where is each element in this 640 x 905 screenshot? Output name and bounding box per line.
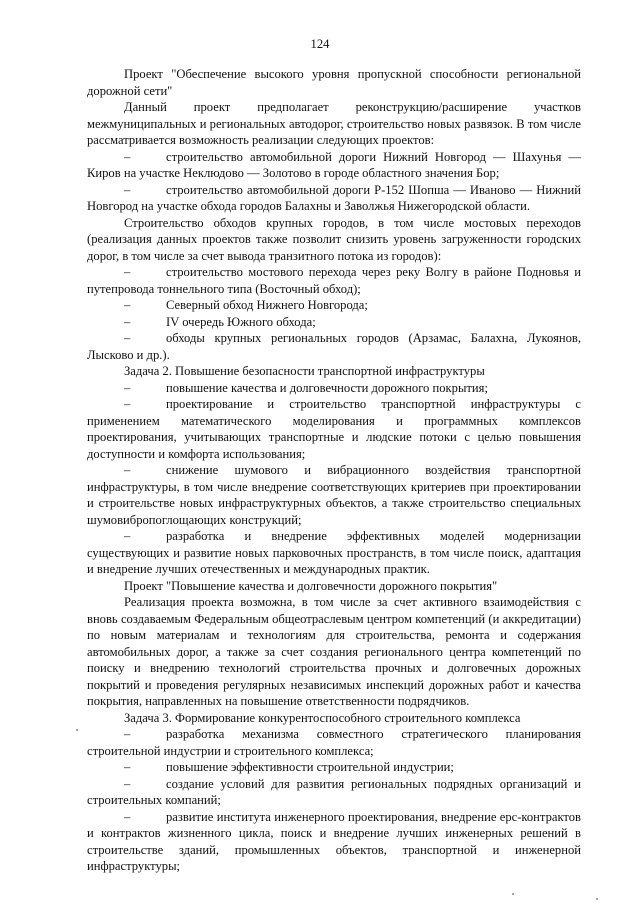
paragraph-project-title: Проект "Повышение качества и долговечности дорожного покрытия" [124, 578, 498, 593]
list-item [87, 182, 581, 215]
list-item [87, 297, 581, 314]
paragraph-task-heading: Задача 2. Повышение безопасности транспортной инфраструктуры [124, 364, 485, 378]
list-dash: – [124, 298, 131, 312]
list-dash: – [124, 776, 131, 791]
list-item [87, 314, 581, 331]
scan-speck [512, 893, 514, 895]
list-item [87, 528, 581, 578]
list-item-text: Северный обход Нижнего Новгорода; [166, 298, 368, 312]
list-dash: – [124, 331, 131, 345]
list-item-text: строительство мостового перехода через реку Волгу в районе Подновья и путепровода тоннельного типа (Восточный обход); [87, 265, 581, 296]
list-item [87, 759, 581, 776]
list-dash: – [124, 529, 131, 543]
paragraph: Реализация проекта возможна, в том числе за счет активного взаимодействия с вновь создаваемым Федеральным общеотраслевым центром компетенций (и аккредитации) по новым материалам и технологиям для строительства, ремонта и содержания автомобильных дорог, а также за счет создания регионального центра компетенций по поиску и внедрению технологий строительства прочных и долговечных дорожных покрытий и проведения регулярных независимых инспекций дорожных работ и качества покрытия, направленных на повышение ответственности подрядчиков. [87, 595, 581, 708]
list-item-text: строительство автомобильной дороги Р-152 Шопша — Иваново — Нижний Новгород на участке обхода городов Балахны и Заволжья Нижегородской области. [87, 182, 581, 213]
list-item [87, 264, 581, 297]
list-item-text: снижение шумового и вибрационного воздействия транспортной инфраструктуры, в том числе внедрение соответствующих критериев при проектировании и строительстве новых инфраструктурных объектов, а также строительство специальных шумовибропоглощающих конструкций; [87, 463, 581, 527]
list-dash: – [124, 809, 131, 824]
list-item [87, 726, 581, 759]
scan-speck [76, 729, 78, 731]
list-item [87, 330, 581, 363]
list-item-text: строительство автомобильной дороги Нижний Новгород — Шахунья — Киров на участке Неклюдово — Золотово в городе областного значения Бор; [87, 149, 581, 180]
list-item-text: разработка и внедрение эффективных моделей модернизации существующих и развитие новых парковочных пространств, в том числе поиск, адаптация и внедрение лучших отечественных и международных практик. [87, 529, 581, 576]
list-item-text: создание условий для развития региональных подрядных организаций и строительных компаний; [87, 776, 581, 807]
list-dash: – [124, 314, 131, 329]
list-dash: – [124, 463, 131, 477]
page-number: 124 [310, 37, 330, 51]
list-dash: – [124, 149, 131, 164]
list-item [87, 396, 581, 462]
list-dash: – [124, 182, 131, 197]
list-dash: – [124, 397, 131, 411]
paragraph: Данный проект предполагает реконструкцию/расширение участков межмуниципальных и региональных автодорог, строительство новых развязок. В том числе рассматривается возможность реализации следующих проектов: [87, 100, 581, 147]
document-body [87, 66, 581, 875]
list-item [87, 380, 581, 397]
list-dash: – [124, 727, 131, 741]
list-item [87, 809, 581, 875]
list-item-text: разработка механизма совместного стратегического планирования строительной индустрии и строительного комплекса; [87, 727, 581, 758]
list-item [87, 776, 581, 809]
list-dash: – [124, 265, 131, 279]
list-item [87, 462, 581, 528]
list-dash: – [124, 760, 131, 774]
paragraph-project-title: Проект "Обеспечение высокого уровня пропускной способности региональной дорожной сети" [87, 67, 581, 98]
list-item-text: проектирование и строительство транспортной инфраструктуры с применением математического моделирования и программных комплексов проектирования, учитывающих транспортные и людские потоки с целью повышения доступности и комфорта использования; [87, 397, 581, 461]
paragraph-task-heading: Задача 3. Формирование конкурентоспособного строительного комплекса [124, 710, 521, 725]
list-item-text: повышение качества и долговечности дорожного покрытия; [166, 380, 488, 395]
list-item-text: повышение эффективности строительной индустрии; [166, 760, 454, 774]
scan-speck [596, 898, 598, 900]
list-item-text: развитие института инженерного проектирования, внедрение epc-контрактов и контрактов жизненного цикла, поиск и внедрение лучших инженерных решений в строительстве зданий, промышленных объектов, транспортной и инженерной инфраструктуры; [87, 809, 581, 873]
list-item [87, 149, 581, 182]
list-item-text: IV очередь Южного обхода; [166, 314, 316, 329]
list-dash: – [124, 380, 131, 395]
paragraph: Строительство обходов крупных городов, в том числе мостовых переходов (реализация данных проектов также позволит снизить уровень загруженности городских дорог, в том числе за счет вывода транзитного потока из городов): [87, 215, 581, 263]
list-item-text: обходы крупных региональных городов (Арзамас, Балахна, Лукоянов, Лысково и др.). [87, 331, 581, 362]
